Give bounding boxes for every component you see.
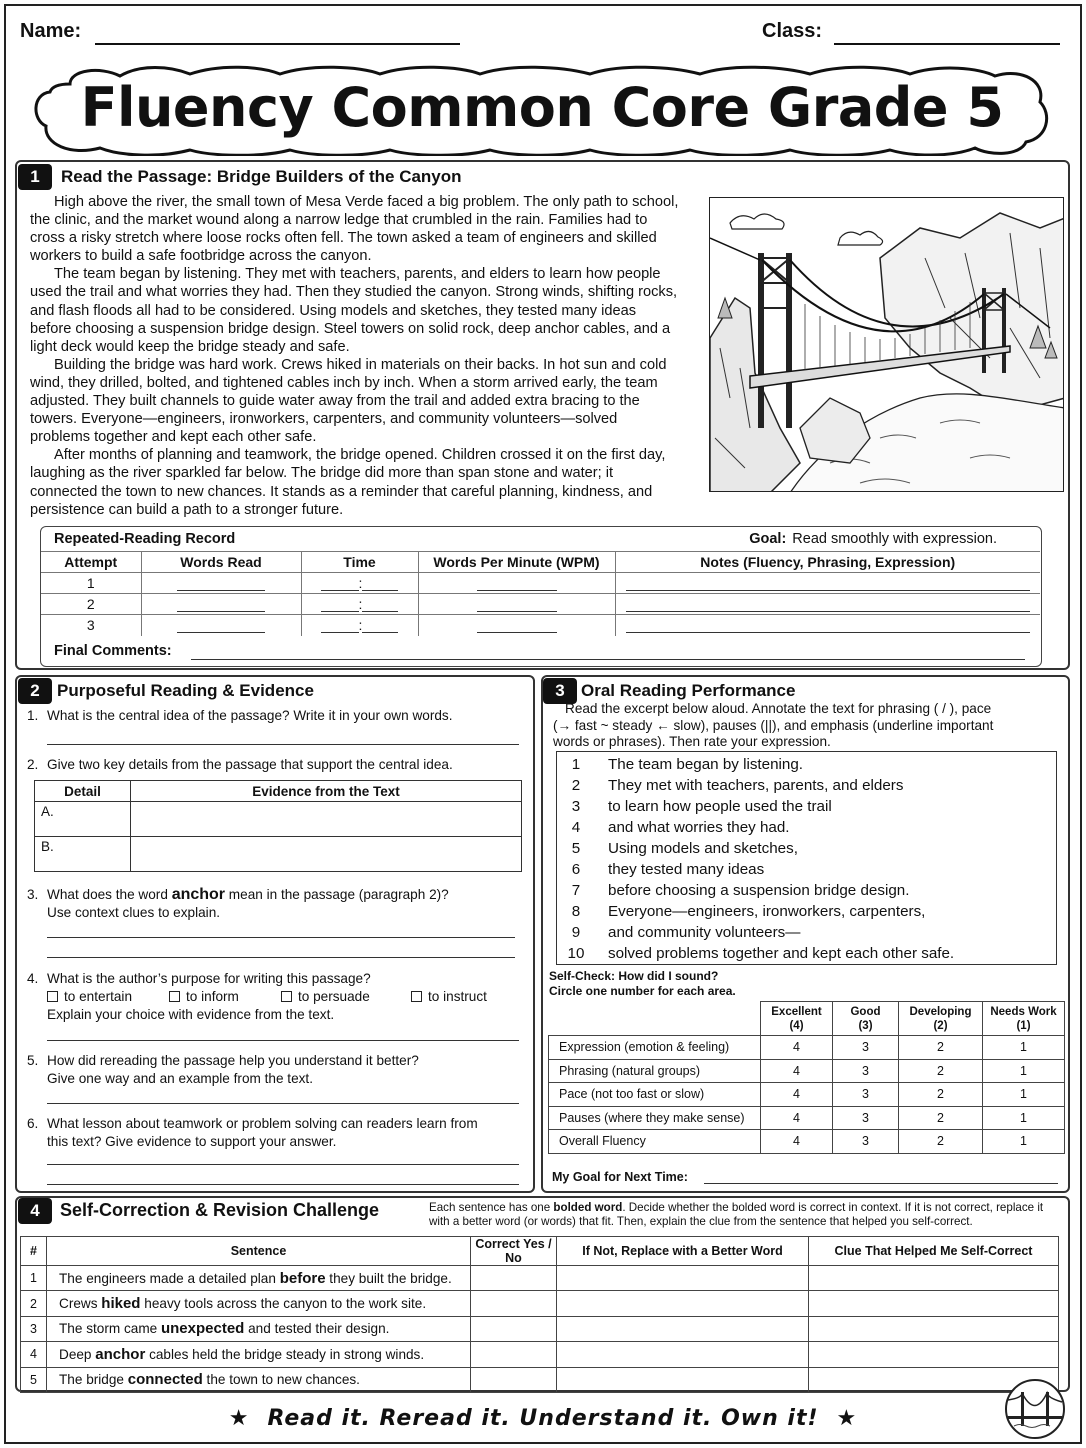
sentence-text: The storm came (59, 1321, 161, 1337)
sentence-text: and tested their design. (244, 1321, 390, 1337)
rating-option[interactable]: 1 (983, 1036, 1065, 1060)
revision-sentence (47, 1367, 471, 1392)
row-number: 3 (21, 1316, 47, 1341)
time-sec-field[interactable] (362, 578, 398, 591)
bridge-illustration (709, 197, 1064, 492)
line-number: 3 (571, 798, 581, 815)
rating-label: Excellent (771, 1005, 822, 1018)
excerpt-line[interactable] (557, 796, 1057, 817)
excerpt-line[interactable] (557, 754, 1057, 775)
instruction-line: words or phrases). Then rate your expression. (553, 734, 831, 750)
question-text: What is the author’s purpose for writing this passage? (47, 971, 371, 986)
motto-text: Read it. Reread it. Understand it. Own it! (267, 1406, 819, 1431)
instruction-line: Read the excerpt below aloud. Annotate the text for phrasing ( / ), pace (565, 701, 992, 716)
clue-field[interactable] (809, 1291, 1059, 1316)
line-text: Everyone—engineers, ironworkers, carpenters, (608, 903, 926, 920)
clue-field[interactable] (809, 1316, 1059, 1341)
rating-area: Overall Fluency (549, 1130, 761, 1154)
question-number: 6. (27, 1116, 39, 1131)
star-icon: ★ (836, 1406, 858, 1431)
attempt-number: 1 (41, 573, 141, 594)
question-text: this text? Give evidence to support your answer. (47, 1133, 337, 1149)
question-2 (27, 756, 517, 774)
name-field[interactable] (95, 43, 460, 45)
line-text: and community volunteers— (608, 924, 801, 941)
self-check-heading (549, 969, 736, 999)
line-text: They met with teachers, parents, and elders (608, 777, 904, 794)
rating-header-blank (549, 1002, 761, 1036)
record-table (41, 551, 1040, 636)
question-number: 1. (27, 708, 39, 723)
question-text: Use context clues to explain. (47, 904, 221, 920)
revision-row (21, 1266, 1059, 1291)
detail-row-label: A. (35, 802, 131, 837)
answer-line-q4[interactable] (47, 1040, 519, 1041)
revision-row (21, 1342, 1059, 1367)
time-sec-field[interactable] (362, 599, 398, 612)
name-label: Name: (20, 20, 82, 42)
answer-line-q3[interactable] (47, 957, 515, 958)
notes-field[interactable] (626, 599, 1030, 612)
rating-option[interactable]: 4 (761, 1059, 833, 1083)
col-replace: If Not, Replace with a Better Word (557, 1237, 809, 1266)
words-read-field[interactable] (177, 620, 265, 633)
correct-field[interactable] (471, 1266, 557, 1291)
line-number: 7 (571, 882, 581, 899)
question-text: What is the central idea of the passage? Write it in your own words. (47, 708, 453, 723)
rating-option[interactable]: 3 (833, 1036, 899, 1060)
line-number: 10 (567, 945, 585, 962)
section-4-badge: 4 (18, 1198, 52, 1224)
row-number: 5 (21, 1367, 47, 1392)
answer-line-q1[interactable] (47, 744, 519, 745)
col-number: # (21, 1237, 47, 1266)
rating-option[interactable]: 2 (899, 1083, 983, 1107)
revision-sentence (47, 1291, 471, 1316)
excerpt-lines (556, 751, 1057, 965)
repeated-reading-record (40, 526, 1042, 667)
replace-field[interactable] (557, 1342, 809, 1367)
rating-row (549, 1059, 1065, 1083)
checkbox[interactable] (47, 991, 58, 1002)
question-3 (27, 886, 517, 921)
goal-next-label: My Goal for Next Time: (552, 1170, 688, 1184)
question-5 (27, 1052, 517, 1087)
correct-field[interactable] (471, 1367, 557, 1392)
question-text: How did rereading the passage help you understand it better? (47, 1053, 419, 1068)
time-separator: : (358, 575, 363, 591)
col-notes: Notes (Fluency, Phrasing, Expression) (615, 552, 1040, 573)
line-number: 4 (571, 819, 581, 836)
col-wpm: Words Per Minute (WPM) (418, 552, 615, 573)
rating-option[interactable]: 4 (761, 1036, 833, 1060)
rating-row (549, 1083, 1065, 1107)
rating-score: (1) (1016, 1019, 1031, 1032)
class-field[interactable] (834, 43, 1060, 45)
detail-row-label: B. (35, 837, 131, 872)
line-text: before choosing a suspension bridge design. (608, 882, 910, 899)
rating-option[interactable]: 3 (833, 1106, 899, 1130)
words-read-field[interactable] (177, 578, 265, 591)
excerpt-line[interactable] (557, 859, 1057, 880)
self-check-rating-table (548, 1001, 1065, 1154)
rating-option[interactable]: 2 (899, 1130, 983, 1154)
clue-field[interactable] (809, 1342, 1059, 1367)
time-min-field[interactable] (321, 620, 359, 633)
rating-score: (2) (933, 1019, 948, 1032)
wpm-field[interactable] (477, 620, 557, 633)
col-time: Time (301, 552, 418, 573)
footer-motto (0, 1406, 1086, 1431)
revision-sentence (47, 1316, 471, 1341)
replace-field[interactable] (557, 1291, 809, 1316)
rating-option[interactable]: 1 (983, 1059, 1065, 1083)
attempt-number: 2 (41, 594, 141, 615)
checkbox[interactable] (281, 991, 292, 1002)
clue-field[interactable] (809, 1266, 1059, 1291)
rating-option[interactable]: 3 (833, 1059, 899, 1083)
words-read-field[interactable] (177, 599, 265, 612)
question-number: 2. (27, 757, 39, 772)
excerpt-line[interactable] (557, 775, 1057, 796)
evidence-field[interactable] (131, 802, 522, 837)
revision-sentence (47, 1342, 471, 1367)
detail-evidence-table (34, 780, 522, 872)
rating-option[interactable]: 3 (833, 1130, 899, 1154)
passage-text (30, 193, 680, 519)
rating-option[interactable]: 2 (899, 1059, 983, 1083)
bold-word: before (279, 1269, 326, 1287)
time-separator: : (358, 617, 363, 634)
class-label: Class: (762, 20, 823, 42)
rating-score: (3) (858, 1019, 873, 1032)
correct-field[interactable] (471, 1342, 557, 1367)
record-title: Repeated-Reading Record (54, 531, 236, 547)
bold-word: anchor (95, 1345, 146, 1363)
correct-field[interactable] (471, 1291, 557, 1316)
option-inform[interactable] (169, 988, 239, 1006)
revision-row (21, 1367, 1059, 1392)
row-number: 1 (21, 1266, 47, 1291)
rating-option[interactable]: 3 (833, 1083, 899, 1107)
question-number: 5. (27, 1053, 39, 1068)
question-text: mean in the passage (paragraph 2)? (225, 887, 449, 902)
col-attempt: Attempt (41, 552, 141, 573)
line-number: 2 (571, 777, 581, 794)
goal-label: Goal: (749, 531, 787, 547)
rating-row (549, 1130, 1065, 1154)
col-words-read: Words Read (141, 552, 301, 573)
option-label: to persuade (298, 989, 370, 1004)
option-label: to inform (186, 989, 239, 1004)
question-text: Give two key details from the passage that support the central idea. (47, 757, 453, 772)
option-persuade[interactable] (281, 988, 370, 1006)
section-1-title: Read the Passage: Bridge Builders of the Canyon (61, 167, 462, 186)
rating-option[interactable]: 2 (899, 1036, 983, 1060)
question-1 (27, 707, 517, 725)
line-text: to learn how people used the trail (608, 798, 832, 815)
passage-paragraph-3: Building the bridge was hard work. Crews hiked in materials on their backs. In hot sun and cold wind, they drilled, bolted, and tightened cables inch by inch. When a storm arrived early, the team adjusted. They built channels to guide water away from the trail and added extra bracing to the towers. Everyone—engineers, ironworkers, carpenters, and community volunteers—solved problems together and kept each other safe. (30, 356, 667, 446)
sentence-text: the town to new chances. (202, 1372, 360, 1388)
col-correct: Correct Yes / No (471, 1237, 557, 1266)
option-instruct[interactable] (411, 988, 487, 1006)
rating-label: Needs Work (990, 1005, 1057, 1018)
bold-word: connected (127, 1371, 203, 1389)
revision-instructions (429, 1201, 1049, 1229)
rating-label: Good (850, 1005, 881, 1018)
option-label: to instruct (428, 989, 487, 1004)
evidence-col-header: Evidence from the Text (131, 781, 522, 802)
rating-header-developing (899, 1002, 983, 1036)
row-number: 2 (21, 1291, 47, 1316)
question-text: What does the word (47, 887, 172, 902)
time-min-field[interactable] (321, 599, 359, 612)
detail-col-header: Detail (35, 781, 131, 802)
revision-table (20, 1236, 1059, 1393)
time-sec-field[interactable] (362, 620, 398, 633)
rating-score: (4) (789, 1019, 804, 1032)
question-number: 3. (27, 887, 39, 902)
rating-header-needs-work (983, 1002, 1065, 1036)
line-text: Using models and sketches, (608, 840, 798, 857)
question-number: 4. (27, 971, 39, 986)
goal-text: Read smoothly with expression. (792, 531, 997, 547)
rating-option[interactable]: 4 (761, 1130, 833, 1154)
attempt-number: 3 (41, 615, 141, 636)
final-comments-label: Final Comments: (54, 643, 172, 659)
section-3-badge: 3 (543, 678, 577, 704)
rating-area: Pace (not too fast or slow) (549, 1083, 761, 1107)
rating-label: Developing (909, 1005, 972, 1018)
sentence-text: they built the bridge. (325, 1270, 452, 1286)
sentence-text: cables held the bridge steady in strong winds. (145, 1346, 425, 1362)
rating-area: Phrasing (natural groups) (549, 1059, 761, 1083)
sentence-text: The engineers made a detailed plan (59, 1270, 280, 1286)
section-4-title: Self-Correction & Revision Challenge (60, 1200, 380, 1220)
excerpt-line[interactable] (557, 838, 1057, 859)
wpm-field[interactable] (477, 578, 557, 591)
question-4-explain: Explain your choice with evidence from the text. (47, 1007, 335, 1022)
line-text: solved problems together and kept each other safe. (608, 945, 955, 962)
rating-area: Expression (emotion & feeling) (549, 1036, 761, 1060)
sentence-text: heavy tools across the canyon to the work site. (140, 1296, 427, 1312)
question-text: What lesson about teamwork or problem solving can readers learn from (47, 1116, 478, 1131)
question-text: Give one way and an example from the text. (47, 1070, 313, 1086)
rating-option[interactable]: 1 (983, 1106, 1065, 1130)
line-text: and what worries they had. (608, 819, 790, 836)
rating-option[interactable]: 1 (983, 1130, 1065, 1154)
passage-paragraph-4: After months of planning and teamwork, the bridge opened. Children crossed it on the first day, laughing as the river sparkled far below. The bridge did more than span stone and water; it connected the town to new chances. It stands as a reminder that careful planning, kindness, and persistence can build a path to a stronger future. (30, 447, 666, 518)
bold-word: unexpected (160, 1320, 245, 1338)
answer-line-q3[interactable] (47, 937, 515, 938)
rating-option[interactable]: 4 (761, 1083, 833, 1107)
line-number: 9 (571, 924, 581, 941)
excerpt-line[interactable] (557, 901, 1057, 922)
revision-row (21, 1291, 1059, 1316)
time-min-field[interactable] (321, 578, 359, 591)
self-check-line: Self-Check: How did I sound? (549, 969, 719, 983)
excerpt-line[interactable] (557, 922, 1057, 943)
record-goal (749, 531, 997, 547)
rating-option[interactable]: 4 (761, 1106, 833, 1130)
rating-row (549, 1106, 1065, 1130)
excerpt-line[interactable] (557, 817, 1057, 838)
excerpt-line[interactable] (557, 943, 1057, 964)
replace-field[interactable] (557, 1266, 809, 1291)
oral-reading-instructions (553, 701, 1048, 751)
checkbox[interactable] (411, 991, 422, 1002)
self-check-line: Circle one number for each area. (549, 984, 736, 998)
replace-field[interactable] (557, 1316, 809, 1341)
notes-field[interactable] (626, 620, 1030, 633)
rating-area: Pauses (where they make sense) (549, 1106, 761, 1130)
rating-header-good (833, 1002, 899, 1036)
section-3-title: Oral Reading Performance (581, 681, 796, 700)
rating-option[interactable]: 1 (983, 1083, 1065, 1107)
revision-sentence (47, 1266, 471, 1291)
time-separator: : (358, 596, 363, 612)
replace-field[interactable] (557, 1367, 809, 1392)
excerpt-line[interactable] (557, 880, 1057, 901)
instruction-text: . Decide whether the bolded word is correct in context. If it is not correct, replace it with a better word (or words) that fit. Then, explain the clue from the sentence that helped you self-correct. (429, 1201, 1044, 1229)
instruction-line: (→ fast ~ steady ← slow), pauses (||), and emphasis (underline important (553, 717, 994, 733)
line-number: 5 (571, 840, 581, 857)
row-number: 4 (21, 1342, 47, 1367)
line-text: they tested many ideas (608, 861, 765, 878)
question-6 (27, 1115, 517, 1150)
instruction-text: Each sentence has one (429, 1201, 554, 1214)
wpm-field[interactable] (477, 599, 557, 612)
section-2-title: Purposeful Reading & Evidence (57, 681, 314, 700)
vocab-word: anchor (171, 886, 226, 903)
correct-field[interactable] (471, 1316, 557, 1341)
instruction-bold: bolded word (553, 1201, 623, 1214)
sentence-text: The bridge (59, 1372, 128, 1388)
sentence-text: Crews (59, 1296, 102, 1312)
bold-word: hiked (101, 1295, 141, 1313)
final-comments-field[interactable] (191, 659, 1025, 660)
line-text: The team began by listening. (608, 756, 804, 773)
sentence-text: Deep (59, 1346, 96, 1362)
line-number: 6 (571, 861, 581, 878)
page-title: Fluency Common Core Grade 5 (80, 76, 1004, 139)
notes-field[interactable] (626, 578, 1030, 591)
answer-line-q6[interactable] (47, 1184, 519, 1185)
bridge-logo-icon (1004, 1378, 1066, 1440)
section-1-badge: 1 (18, 164, 52, 190)
goal-next-field[interactable] (704, 1183, 1058, 1184)
line-number: 1 (571, 756, 581, 773)
passage-paragraph-1: High above the river, the small town of Mesa Verde faced a big problem. The only path to school, the clinic, and the market wound along a narrow ledge that crumbled in the rain. Families had to cross a risky stretch where loose rocks often fell. The town asked a team of engineers and skilled workers to build a safe footbridge across the canyon. (30, 194, 679, 265)
passage-paragraph-2: The team began by listening. They met with teachers, parents, and elders to learn how people used the trail and what worries they had. Then they studied the canyon. Strong winds, shifting rocks, and flash floods all had to be considered. Using models and sketches, they tested many ideas before choosing a suspension bridge design. Steel towers on solid rock, deep anchor cables, and a light deck would keep the bridge steady and safe. (30, 266, 678, 355)
revision-row (21, 1316, 1059, 1341)
answer-line-q5[interactable] (47, 1103, 519, 1104)
question-4 (27, 970, 517, 988)
col-clue: Clue That Helped Me Self-Correct (809, 1237, 1059, 1266)
answer-line-q6[interactable] (47, 1164, 519, 1165)
evidence-field[interactable] (131, 837, 522, 872)
star-icon: ★ (228, 1406, 250, 1431)
rating-header-excellent (761, 1002, 833, 1036)
option-label: to entertain (64, 989, 133, 1004)
col-sentence: Sentence (47, 1237, 471, 1266)
option-entertain[interactable] (47, 988, 132, 1006)
rating-row (549, 1036, 1065, 1060)
rating-option[interactable]: 2 (899, 1106, 983, 1130)
checkbox[interactable] (169, 991, 180, 1002)
section-2-badge: 2 (18, 678, 52, 704)
line-number: 8 (571, 903, 581, 920)
